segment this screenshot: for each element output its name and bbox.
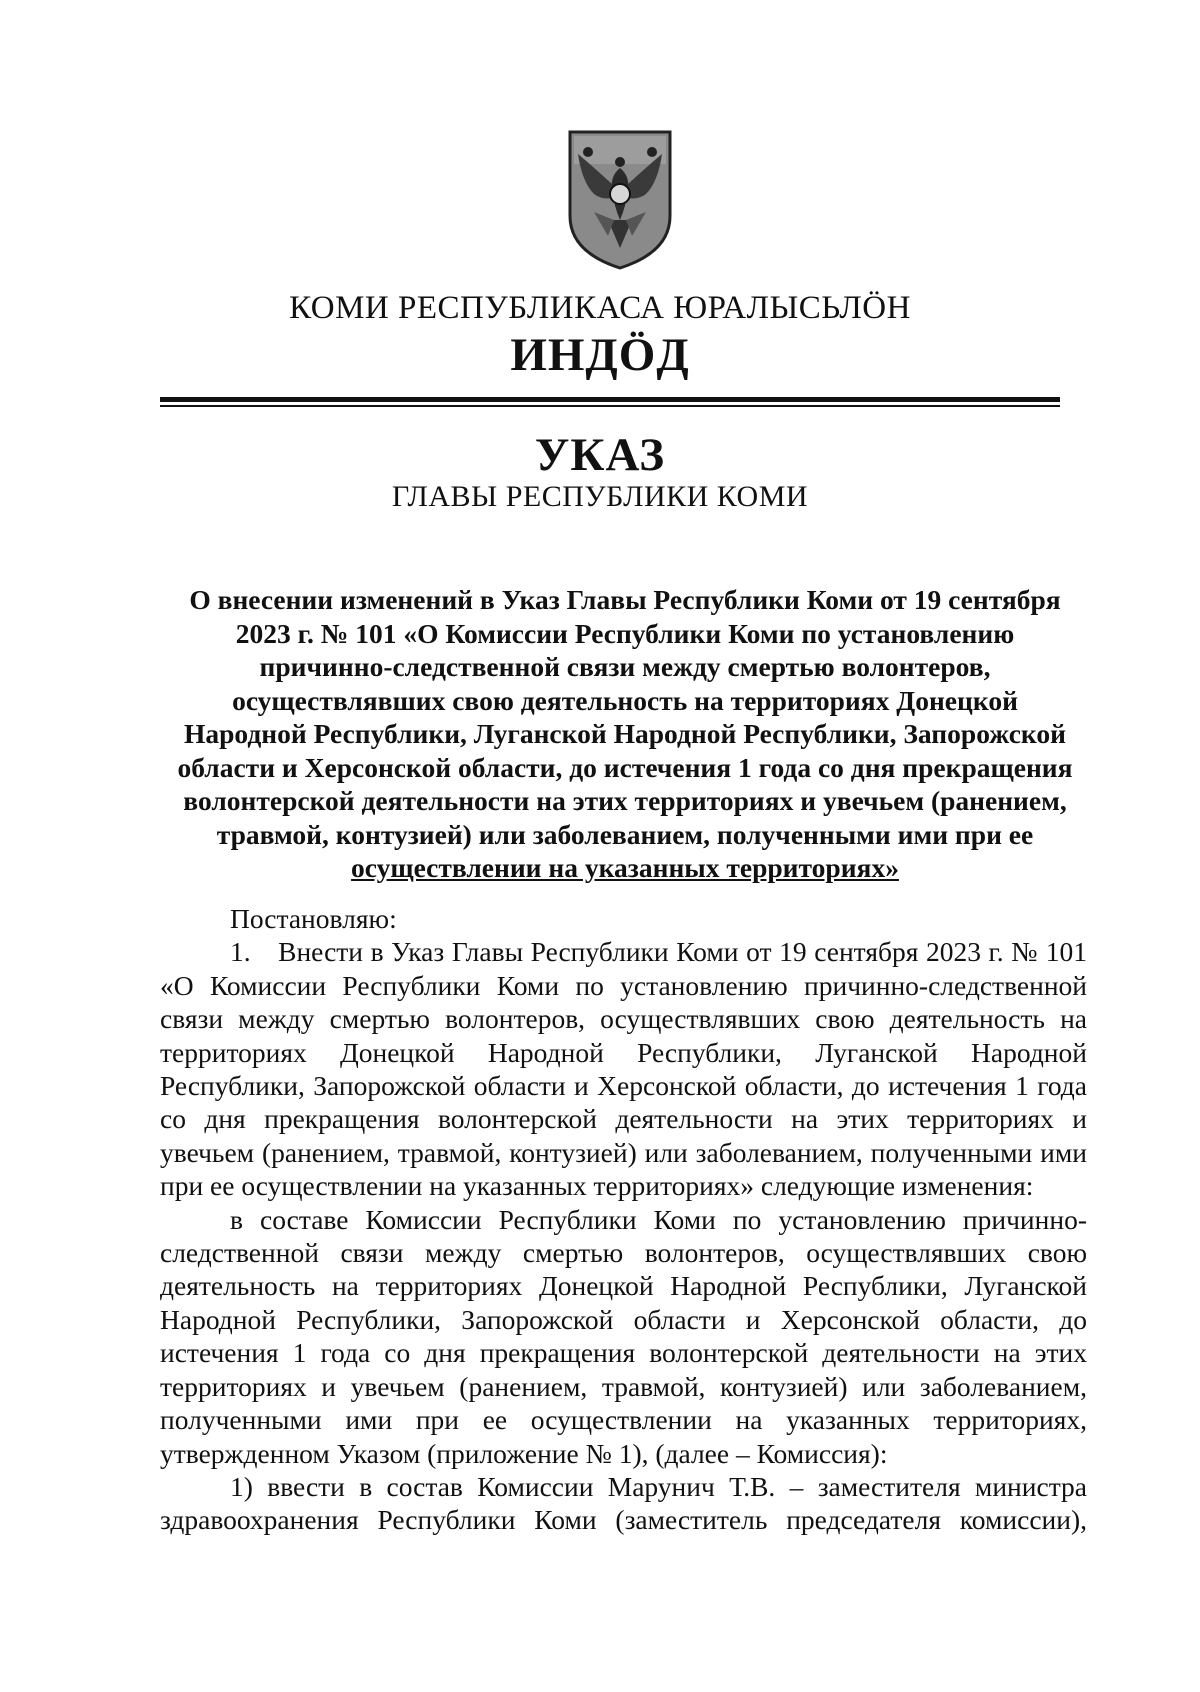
doc-type: УКАЗ bbox=[534, 429, 666, 481]
title-line: причинно-следственной связи между смертью волонтеров, bbox=[259, 651, 991, 682]
title-line: О внесении изменений в Указ Главы Республики Коми от 19 сентября bbox=[189, 584, 1061, 615]
header-divider-thin bbox=[160, 405, 1060, 407]
title-line: области и Херсонской области, до истечения 1 года со дня прекращения bbox=[177, 751, 1073, 783]
title-line: Народной Республики, Луганской Народной Республики, Запорожской bbox=[183, 718, 1066, 749]
title-line: волонтерской деятельности на этих территориях и увечьем (ранением, bbox=[183, 785, 1067, 816]
coat-of-arms-emblem bbox=[564, 124, 676, 272]
title-line: 2023 г. № 101 «О Комиссии Республики Коми по установлению bbox=[235, 617, 1015, 649]
subitem-1-paragraph: 1) ввести в состав Комиссии Марунич Т.В. – заместителя министра здравоохранения Республики Коми (заместитель председателя комиссии), bbox=[160, 1470, 1087, 1536]
header-divider-thick bbox=[160, 397, 1060, 402]
title-line-underlined: осуществлении на указанных территориях» bbox=[351, 852, 899, 883]
doc-type-komi: ИНДÖД bbox=[510, 329, 690, 381]
title-line bbox=[160, 851, 1090, 885]
decree-body bbox=[160, 902, 1087, 1537]
doc-issuer: ГЛАВЫ РЕСПУБЛИКИ КОМИ bbox=[391, 480, 809, 513]
coat-of-arms-icon bbox=[564, 124, 676, 272]
title-line: осуществлявших свою деятельность на территориях Донецкой bbox=[232, 684, 1018, 716]
republic-name-komi: КОМИ РЕСПУБЛИКАСА ЮРАЛЫСЬЛÖН bbox=[289, 290, 911, 326]
item-1-paragraph: 1. Внести в Указ Главы Республики Коми от 19 сентября 2023 г. № 101 «О Комиссии Республики Коми по установлению причинно-следственной связи между смертью волонтеров, осуществлявших свою деятельность на территориях Донецкой Народной Республики, Луганской Народной Республики, Запорожской области и Херсонской области, до истечения 1 года со дня прекращения волонтерской деятельности на этих территориях и увечьем (ранением, травмой, контузией) или заболеванием, полученными ими при ее осуществлении на указанных территориях» следующие изменения: bbox=[160, 936, 1087, 1202]
decree-title bbox=[160, 583, 1090, 885]
composition-paragraph: в составе Комиссии Республики Коми по установлению причинно-следственной связи между смертью волонтеров, осуществлявших свою деятельность на территориях Донецкой Народной Республики, Луганской Народной Республики, Запорожской области и Херсонской области, до истечения 1 года со дня прекращения волонтерской деятельности на этих территориях и увечьем (ранением, травмой, контузией) или заболеванием, полученными ими при ее осуществлении на указанных территориях, утвержденном Указом (приложение № 1), (далее – Комиссия): bbox=[160, 1203, 1087, 1469]
title-line: травмой, контузией) или заболеванием, полученными ими при ее bbox=[216, 818, 1034, 850]
resolution-word: Постановляю: bbox=[230, 903, 397, 934]
